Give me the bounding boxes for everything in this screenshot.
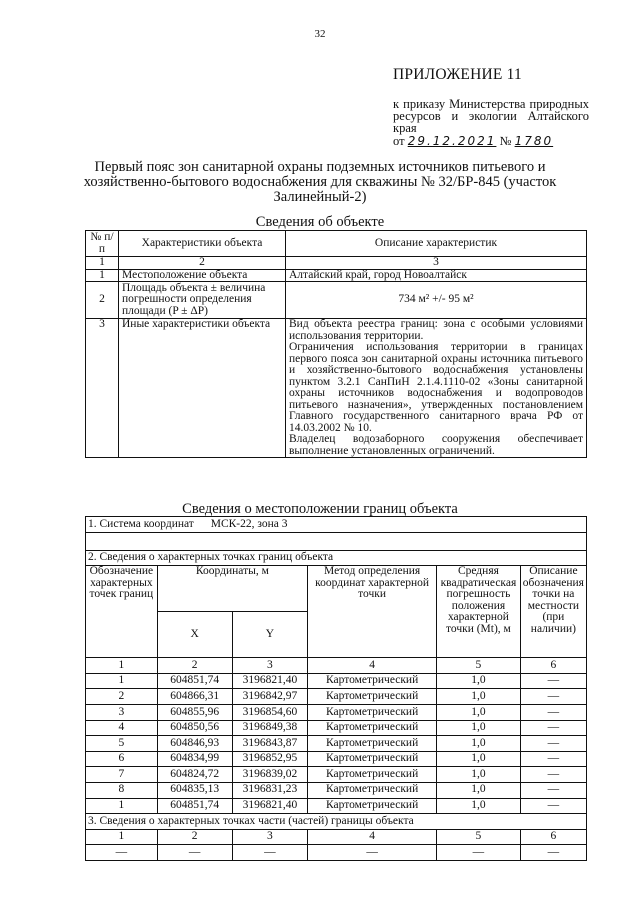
point-description: — — [520, 736, 586, 752]
index-cell: 2 — [119, 257, 286, 270]
point-y: 3196843,87 — [232, 736, 307, 752]
point-x: 604851,74 — [157, 673, 232, 689]
point-description: — — [520, 704, 586, 720]
header-error: Средняя квадратическая погрешность положения характерной точки (Mt), м — [437, 566, 521, 658]
point-x: 604834,99 — [157, 751, 232, 767]
index-cell: 4 — [308, 829, 437, 845]
page-number: 32 — [314, 28, 326, 40]
row-characteristic: Площадь объекта ± величина погрешности определения площади (P ± ΔP) — [119, 282, 286, 319]
parts-index-row — [86, 829, 587, 845]
appendix-text: к приказу Министерства природных ресурсов и экологии Алтайского края — [393, 97, 589, 135]
table-row — [86, 767, 587, 783]
empty-value: — — [232, 845, 307, 861]
points-label: 2. Сведения о характерных точках границ объекта — [86, 550, 587, 566]
index-cell: 1 — [86, 257, 119, 270]
point-error: 1,0 — [437, 751, 521, 767]
point-x: 604855,96 — [157, 704, 232, 720]
header-cell: № п/п — [86, 231, 119, 257]
appendix-title: ПРИЛОЖЕНИЕ 11 — [393, 66, 522, 83]
point-id: 6 — [86, 751, 158, 767]
header-cell: Описание характеристик — [286, 231, 587, 257]
parts-label: 3. Сведения о характерных точках части (частей) границы объекта — [86, 814, 587, 830]
table-row — [86, 704, 587, 720]
point-id: 1 — [86, 798, 158, 814]
point-method: Картометрический — [308, 751, 437, 767]
point-y: 3196854,60 — [232, 704, 307, 720]
header-description: Описание обозначения точки на местности (при наличии) — [520, 566, 586, 658]
header-cell: Характеристики объекта — [119, 231, 286, 257]
header-method: Метод определения координат характерной точки — [308, 566, 437, 658]
point-error: 1,0 — [437, 673, 521, 689]
coord-system — [86, 517, 587, 533]
order-prefix: от — [393, 134, 405, 148]
order-number-prefix: № — [499, 134, 512, 148]
empty-row — [86, 532, 587, 550]
table-index-row — [86, 658, 587, 674]
table-row — [86, 798, 587, 814]
point-error: 1,0 — [437, 782, 521, 798]
points-body — [86, 673, 587, 813]
row-number: 3 — [86, 319, 119, 458]
row-number: 1 — [86, 269, 119, 282]
point-method: Картометрический — [308, 767, 437, 783]
point-x: 604846,93 — [157, 736, 232, 752]
point-error: 1,0 — [437, 704, 521, 720]
empty-value: — — [520, 845, 586, 861]
parts-label-row — [86, 814, 587, 830]
index-cell: 1 — [86, 829, 158, 845]
point-method: Картометрический — [308, 673, 437, 689]
index-cell: 5 — [437, 658, 521, 674]
empty-value: — — [308, 845, 437, 861]
table-row — [86, 269, 587, 282]
point-y: 3196842,97 — [232, 689, 307, 705]
point-description: — — [520, 673, 586, 689]
point-description: — — [520, 767, 586, 783]
point-y: 3196821,40 — [232, 798, 307, 814]
point-description: — — [520, 720, 586, 736]
description-paragraph: Ограничения использования территории в границах первого пояса зон санитарной охраны источника питьевого и хозяйственно-бытового водоснабжения установлены пунктом 3.2.1 СанПиН 2.1.4.1110-02 «Зоны санитарной охраны источников водоснабжения и водопроводов питьевого назначения», утвержденных постановлением Главного государственного санитарного врача РФ от 14.03.2002 № 10. — [289, 341, 583, 434]
point-description: — — [520, 751, 586, 767]
point-y: 3196821,40 — [232, 673, 307, 689]
row-description: 734 м² +/- 95 м² — [286, 282, 587, 319]
point-description: — — [520, 689, 586, 705]
point-x: 604835,13 — [157, 782, 232, 798]
coord-system-label: 1. Система координат — [88, 517, 194, 530]
document-title: Первый пояс зон санитарной охраны подземных источников питьевого и хозяйственно-бытового водоснабжения для скважины № 32/БР-845 (участок Залинейный-2) — [83, 159, 557, 205]
index-cell: 3 — [286, 257, 587, 270]
point-id: 4 — [86, 720, 158, 736]
parts-empty-row — [86, 845, 587, 861]
table-row — [86, 720, 587, 736]
table-row — [86, 673, 587, 689]
table-header-row — [86, 231, 587, 257]
table-index-row — [86, 257, 587, 270]
point-id: 2 — [86, 689, 158, 705]
boundary-points-table — [85, 516, 587, 861]
point-x: 604824,72 — [157, 767, 232, 783]
point-x: 604851,74 — [157, 798, 232, 814]
point-method: Картометрический — [308, 782, 437, 798]
description-paragraph: Владелец водозаборного сооружения обеспечивает выполнение установленных ограничений. — [289, 433, 583, 457]
point-error: 1,0 — [437, 689, 521, 705]
point-id: 8 — [86, 782, 158, 798]
header-designation: Обозначение характерных точек границ — [86, 566, 158, 658]
row-description — [286, 319, 587, 458]
point-id: 3 — [86, 704, 158, 720]
header-y: Y — [232, 612, 307, 658]
point-y: 3196852,95 — [232, 751, 307, 767]
row-description: Алтайский край, город Новоалтайск — [286, 269, 587, 282]
row-characteristic: Иные характеристики объекта — [119, 319, 286, 458]
point-description: — — [520, 782, 586, 798]
index-cell: 4 — [308, 658, 437, 674]
index-cell: 1 — [86, 658, 158, 674]
table-row — [86, 319, 587, 458]
point-y: 3196849,38 — [232, 720, 307, 736]
location-section-heading: Сведения о местоположении границ объекта — [182, 501, 458, 517]
index-cell: 6 — [520, 829, 586, 845]
row-characteristic: Местоположение объекта — [119, 269, 286, 282]
point-method: Картометрический — [308, 798, 437, 814]
index-cell: 3 — [232, 829, 307, 845]
point-y: 3196839,02 — [232, 767, 307, 783]
point-error: 1,0 — [437, 736, 521, 752]
point-x: 604866,31 — [157, 689, 232, 705]
empty-value: — — [157, 845, 232, 861]
index-cell: 5 — [437, 829, 521, 845]
point-error: 1,0 — [437, 767, 521, 783]
point-method: Картометрический — [308, 736, 437, 752]
point-method: Картометрический — [308, 720, 437, 736]
header-coordinates: Координаты, м — [157, 566, 307, 612]
order-date: 29.12.2021 — [407, 134, 497, 148]
points-label-row — [86, 550, 587, 566]
object-section-heading: Сведения об объекте — [255, 214, 385, 230]
index-cell: 2 — [157, 829, 232, 845]
point-method: Картометрический — [308, 689, 437, 705]
table-row — [86, 782, 587, 798]
point-x: 604850,56 — [157, 720, 232, 736]
order-number: 1780 — [514, 134, 554, 148]
index-cell: 3 — [232, 658, 307, 674]
row-number: 2 — [86, 282, 119, 319]
point-error: 1,0 — [437, 798, 521, 814]
point-description: — — [520, 798, 586, 814]
index-cell: 6 — [520, 658, 586, 674]
table-header-row — [86, 566, 587, 612]
table-row — [86, 751, 587, 767]
header-x: X — [157, 612, 232, 658]
description-paragraph: Вид объекта реестра границ: зона с особыми условиями использования территории. — [289, 318, 583, 342]
point-id: 5 — [86, 736, 158, 752]
object-info-table — [85, 230, 587, 458]
empty-value: — — [86, 845, 158, 861]
table-row — [86, 282, 587, 319]
coord-system-row — [86, 517, 587, 533]
empty-cell — [86, 532, 587, 550]
point-method: Картометрический — [308, 704, 437, 720]
order-line — [393, 134, 553, 149]
coord-system-value: МСК-22, зона 3 — [210, 517, 288, 530]
point-y: 3196831,23 — [232, 782, 307, 798]
point-id: 7 — [86, 767, 158, 783]
empty-value: — — [437, 845, 521, 861]
index-cell: 2 — [157, 658, 232, 674]
point-id: 1 — [86, 673, 158, 689]
table-row — [86, 736, 587, 752]
table-row — [86, 689, 587, 705]
point-error: 1,0 — [437, 720, 521, 736]
